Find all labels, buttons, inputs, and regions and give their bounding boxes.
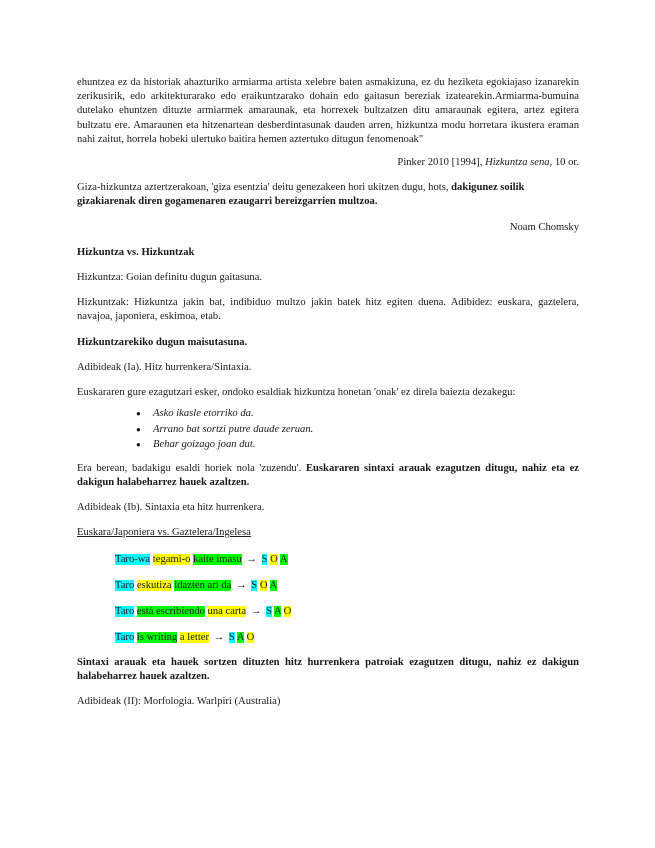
highlighted-phrase: Taro bbox=[115, 631, 135, 643]
constituent-label: O bbox=[270, 553, 278, 565]
zuzendu-paragraph-plain: Era berean, badakigu esaldi horiek nola 'zuzendu'. bbox=[77, 462, 306, 474]
arrow-icon: → bbox=[233, 579, 250, 591]
list-item: ● Asko ikasle etorriko da. bbox=[153, 406, 579, 422]
word-order-row-japanese bbox=[115, 553, 579, 567]
word-order-row-english bbox=[115, 631, 579, 645]
arrow-icon: → bbox=[211, 631, 227, 643]
highlighted-phrase: a letter bbox=[179, 631, 210, 643]
example-ia-label: Adibideak (Ia). Hitz hurrenkera/Sintaxia. bbox=[77, 361, 252, 373]
highlighted-phrase: kaite imasu bbox=[193, 553, 242, 565]
ungrammatical-examples-list bbox=[77, 406, 579, 453]
constituent-label: S bbox=[265, 605, 272, 617]
document-content bbox=[77, 76, 579, 709]
heading-hizkuntza-vs: Hizkuntza vs. Hizkuntzak bbox=[77, 246, 195, 258]
zuzendu-paragraph-bold: Euskararen sintaxi arauak ezagutzen ditugu, nahiz eta ez dakigun halabeharrez hauek azaltzen. bbox=[77, 462, 579, 488]
languages-heading: Euskara/Japoniera vs. Gaztelera/Ingelesa bbox=[77, 527, 251, 539]
constituent-label: A bbox=[269, 579, 278, 591]
pinker-citation-prefix: Pinker 2010 [1994], bbox=[397, 157, 486, 169]
highlighted-phrase: Taro-wa bbox=[115, 553, 151, 565]
chomsky-paragraph-plain: Giza-hizkuntza aztertzerakoan, 'giza esentzia' deitu genezakeen hori ukitzen dugu, hots, bbox=[77, 182, 452, 194]
constituent-label: A bbox=[279, 553, 288, 565]
zuzendu-paragraph bbox=[77, 462, 579, 490]
conclusion-paragraph: Sintaxi arauak eta hauek sortzen dituzten hitz hurrenkera patroiak ezagutzen ditugu, nahiz ez dakigun halabeharrez hauek azaltzen. bbox=[77, 656, 579, 682]
heading-maisutasuna: Hizkuntzarekiko dugun maisutasuna. bbox=[77, 336, 248, 348]
constituent-label: S bbox=[228, 631, 235, 643]
constituent-label: A bbox=[236, 631, 244, 643]
highlighted-phrase: Taro bbox=[115, 579, 135, 591]
list-item: ● Behar goizago joan dut. bbox=[153, 437, 579, 453]
word-order-row-spanish bbox=[115, 605, 579, 619]
highlighted-phrase: Taro bbox=[115, 605, 135, 617]
highlighted-phrase: idazten ari da bbox=[174, 579, 232, 591]
definition-hizkuntzak: Hizkuntzak: Hizkuntza jakin bat, indibiduo multzo jakin batek hitz egiten duena. Adibidez: euskara, gaztelera, navajoa, japoniera, eskimoa, etab. bbox=[77, 297, 579, 323]
constituent-label: S bbox=[261, 553, 268, 565]
arrow-icon: → bbox=[243, 553, 260, 565]
list-item: ● Arrano bat sortzi putre daude zeruan. bbox=[153, 422, 579, 438]
constituent-label: O bbox=[246, 631, 255, 643]
constituent-label: S bbox=[251, 579, 258, 591]
pinker-citation-title: Hizkuntza sena bbox=[485, 157, 550, 169]
chomsky-citation: Noam Chomsky bbox=[509, 221, 579, 233]
arrow-icon: → bbox=[248, 605, 264, 617]
highlighted-phrase: eskutiza bbox=[136, 579, 172, 591]
constituent-label: O bbox=[283, 605, 292, 617]
chomsky-paragraph bbox=[77, 181, 579, 209]
highlighted-phrase: tegami-o bbox=[152, 553, 191, 565]
highlighted-phrase: está escribiendo bbox=[136, 605, 205, 617]
word-order-examples bbox=[77, 553, 579, 645]
intro-sentences: Euskararen gure ezagutzari esker, ondoko esaldiak hizkuntza honetan 'onak' ez direla baiezta dezakegu: bbox=[77, 387, 516, 399]
highlighted-phrase: una carta bbox=[207, 605, 247, 617]
constituent-label: O bbox=[259, 579, 268, 591]
example-ib-label: Adibideak (Ib). Sintaxia eta hitz hurrenkera. bbox=[77, 502, 265, 514]
highlighted-phrase: is writing bbox=[136, 631, 178, 643]
constituent-label: A bbox=[273, 605, 282, 617]
pinker-quote: ehuntzea ez da historiak ahazturiko armiarma artista xelebre baten asmakizuna, ez du heziketa egokiajaso izanarekin zerikusirik, edo arkitekturarako edo eraikuntzarako dohain edo gaitasun bereziak izatearekin.Armiarma-bumuina dutelako ehuntzen dituzte armiarmek amaraunak, eta horrexek bultzatzen ditu amaraunak egitera, artez egitera bultzatu ere. Amaraunen eta hitzenartean desberdintasunak dauden arren, hizkuntza modu horretara ikustera eraman nahi zaitut, horrela hobeki ulertuko baitira hemen aztertuko ditugun fenomenoak" bbox=[77, 77, 579, 145]
word-order-row-basque bbox=[115, 579, 579, 593]
definition-hizkuntza: Hizkuntza: Goian definitu dugun gaitasuna. bbox=[77, 272, 263, 284]
example-ii-label: Adibideak (II): Morfologia. Warlpiri (Australia) bbox=[77, 695, 281, 707]
pinker-citation bbox=[77, 156, 579, 170]
pinker-citation-suffix: , 10 or. bbox=[549, 157, 579, 169]
chomsky-paragraph-bold: dakigunez soilik gizakiarenak diren gogamenaren ezaugarri bereizgarrien multzoa. bbox=[77, 182, 525, 208]
